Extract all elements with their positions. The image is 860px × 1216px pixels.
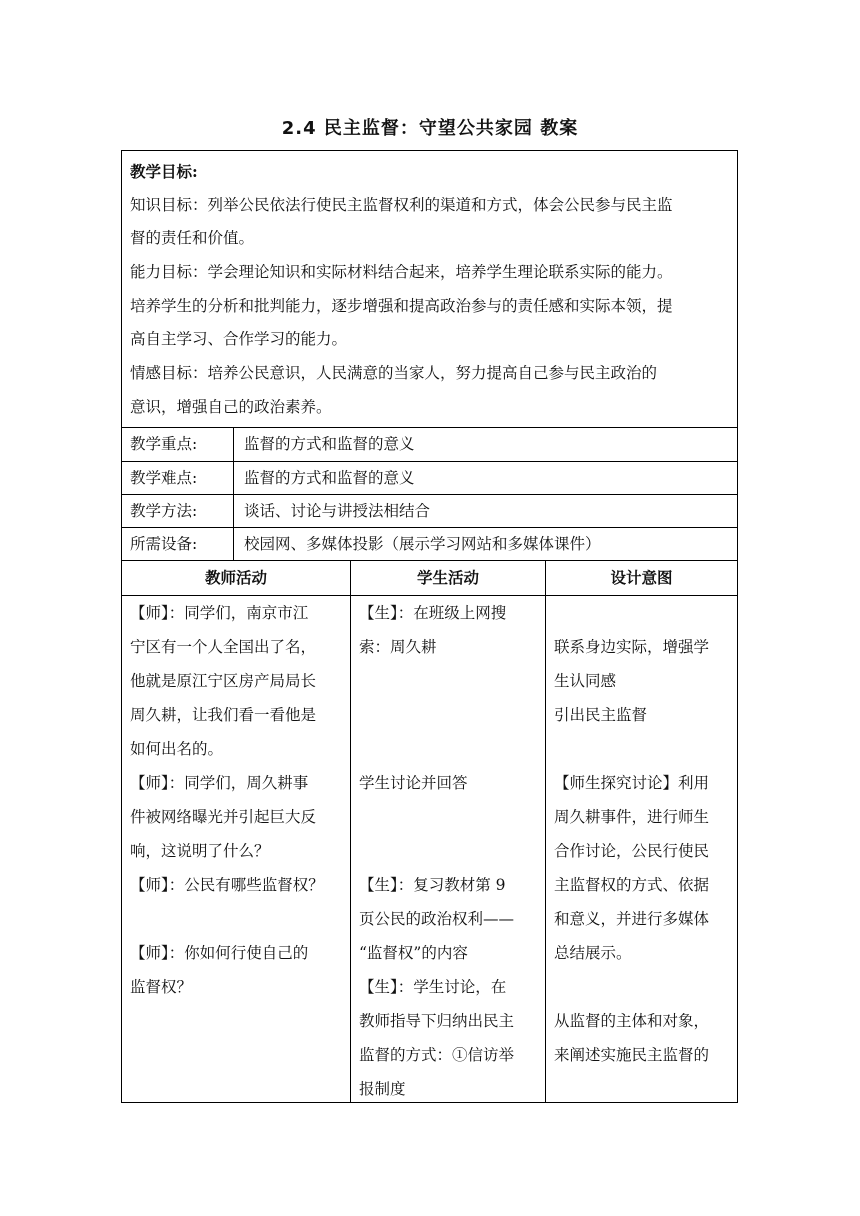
teacher-line: 【师】：公民有哪些监督权？ [130,876,324,894]
info-value: 谈话、讨论与讲授法相结合 [244,502,431,520]
goals-line: 高自主学习、合作学习的能力。 [130,330,348,349]
student-line: 【生】：复习教材第 9 [359,876,506,894]
design-intent-column [546,561,737,1102]
student-line: 页公民的政治权利—— [359,910,515,928]
design-line: 生认同感 [554,672,617,690]
info-row-equipment [122,527,737,560]
student-line: 报制度 [359,1080,406,1098]
student-activity-column [351,561,546,1102]
teacher-line: 周久耕，让我们看一看他是 [130,706,317,724]
student-line: 监督的方式：①信访举 [359,1046,515,1064]
student-line: 【生】：学生讨论，在 [359,978,507,996]
column-header: 学生活动 [351,561,545,596]
design-line: 合作讨论，公民行使民 [554,842,710,860]
student-line: 学生讨论并回答 [359,774,468,792]
design-line: 主监督权的方式、依据 [554,876,710,894]
info-key: 所需设备: [122,528,234,560]
teacher-line: 宁区有一个人全国出了名， [130,638,317,656]
teacher-line: 【师】：同学们，南京市江 [130,604,309,622]
goals-line: 情感目标：培养公民意识，人民满意的当家人，努力提高自己参与民主政治的 [130,364,658,383]
teacher-line: 如何出名的。 [130,740,224,758]
info-key: 教学难点: [122,462,234,494]
info-key: 教学方法: [122,495,234,527]
student-line: 教师指导下归纳出民主 [359,1012,515,1030]
teaching-goals-section [121,150,738,428]
teacher-line: 件被网络曝光并引起巨大反 [130,808,317,826]
student-line: 索：周久耕 [359,638,437,656]
info-key: 教学重点: [122,428,234,461]
info-value: 监督的方式和监督的意义 [244,469,415,487]
goals-line: 意识，增强自己的政治素养。 [130,397,332,416]
design-line: 引出民主监督 [554,706,648,724]
teacher-line: 他就是原江宁区房产局局长 [130,672,317,690]
activity-table [121,560,738,1103]
goals-line: 知识目标：列举公民依法行使民主监督权利的渠道和方式，体会公民参与民主监 [130,195,673,214]
info-value: 校园网、多媒体投影（展示学习网站和多媒体课件） [244,535,601,553]
goals-line: 培养学生的分析和批判能力，逐步增强和提高政治参与的责任感和实际本领，提 [130,296,673,315]
goals-line: 能力目标：学会理论知识和实际材料结合起来，培养学生理论联系实际的能力。 [130,263,673,282]
column-header: 教师活动 [122,561,350,596]
info-row-method [122,494,737,527]
design-line: 从监督的主体和对象， [554,1012,710,1030]
info-table [121,427,738,560]
design-line: 【师生探究讨论】利用 [554,774,710,792]
student-line: 【生】：在班级上网搜 [359,604,507,622]
info-value: 监督的方式和监督的意义 [244,435,415,453]
student-line: “监督权”的内容 [359,944,468,962]
teacher-line: 【师】：你如何行使自己的 [130,944,309,962]
teacher-line: 响，这说明了什么？ [130,842,270,860]
document-title: 2.4 民主监督：守望公共家园 教案 [281,118,579,139]
design-line: 和意义，并进行多媒体 [554,910,710,928]
design-line: 来阐述实施民主监督的 [554,1046,710,1064]
goals-line: 督的责任和价值。 [130,229,255,248]
goals-heading: 教学目标: [130,162,198,181]
column-header: 设计意图 [546,561,737,596]
design-line: 周久耕事件，进行师生 [554,808,710,826]
design-line: 联系身边实际，增强学 [554,638,710,656]
teacher-activity-column [122,561,351,1102]
info-row-focus [122,428,737,461]
teacher-line: 监督权？ [130,978,193,996]
teacher-line: 【师】：同学们，周久耕事 [130,774,309,792]
design-line: 总结展示。 [554,944,632,962]
info-row-difficulty [122,461,737,494]
